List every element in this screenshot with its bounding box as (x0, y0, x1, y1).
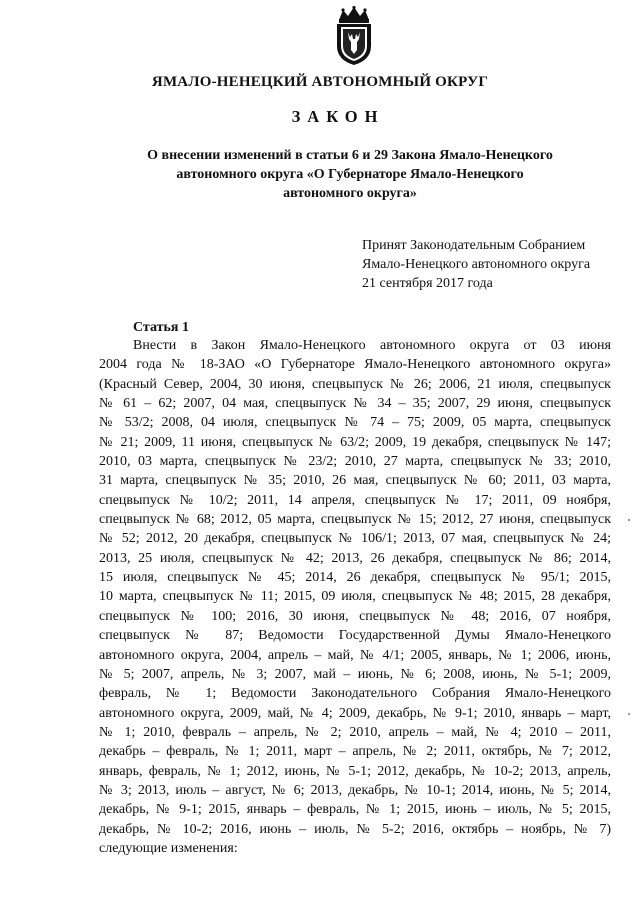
article-line: 31 марта, спецвыпуск № 35; 2010, 26 мая, спецвыпуск № 60; 2011, 03 марта, (99, 473, 611, 489)
article-line: автономного округа, 2009, май, № 4; 2009, декабрь, № 9-1; 2010, январь – март, (99, 705, 611, 721)
region-heading: ЯМАЛО-НЕНЕЦКИЙ АВТОНОМНЫЙ ОКРУГ (151, 74, 489, 90)
article-line: январь, февраль, № 1; 2012, июнь, № 5-1; 2012, декабрь, № 10-2; 2013, апрель, (99, 763, 611, 779)
article-line: спецвыпуск № 68; 2012, 05 марта, спецвыпуск № 15; 2012, 27 июня, спецвыпуск (99, 512, 611, 528)
law-subject-line: автономного округа «О Губернаторе Ямало-Ненецкого (176, 167, 524, 182)
article-line: 2004 года № 18-ЗАО «О Губернаторе Ямало-Ненецкого автономного округа» (99, 357, 611, 373)
article-line: декабрь, № 10-2; 2016, июнь – июль, № 5-2; 2016, октябрь – ноябрь, № 7) (99, 821, 611, 837)
coat-of-arms-icon (331, 6, 377, 66)
article-line: декабрь – февраль, № 1; 2011, март – апрель, № 2; 2011, октябрь, № 7; 2012, (99, 744, 611, 760)
adoption-line: Принят Законодательным Собранием (362, 238, 586, 253)
adoption-note (362, 236, 632, 293)
law-subject-line: автономного округа» (283, 186, 417, 201)
article-line: 2010, 03 марта, спецвыпуск № 23/2; 2010, 27 марта, спецвыпуск № 33; 2010, (99, 454, 611, 470)
adoption-date: 21 сентября 2017 года (362, 276, 493, 291)
article-line: (Красный Север, 2004, 30 июня, спецвыпуск № 26; 2006, 21 июля, спецвыпуск (99, 376, 611, 392)
article-line: 15 июля, спецвыпуск № 45; 2014, 26 декабря, спецвыпуск № 95/1; 2015, (99, 570, 611, 586)
article-line: 10 марта, спецвыпуск № 11; 2015, 09 июля, спецвыпуск № 48; 2015, 28 декабря, (99, 589, 611, 605)
document-type-title: ЗАКОН (291, 107, 385, 126)
scan-dot (628, 713, 630, 715)
article-line: следующие изменения: (99, 840, 238, 856)
article-line: Внести в Закон Ямало-Ненецкого автономного округа от 03 июня (133, 338, 611, 353)
article-line: спецвыпуск № 100; 2016, 30 июня, спецвыпуск № 48; 2016, 07 ноября, (99, 608, 611, 624)
article-line: автономного округа, 2004, апрель – май, № 4/1; 2005, январь, № 1; 2006, июнь, (99, 647, 611, 663)
article-line: № 21; 2009, 11 июня, спецвыпуск № 63/2; 2009, 19 декабря, спецвыпуск № 147; (99, 434, 611, 450)
article-line: спецвыпуск № 10/2; 2011, 14 апреля, спецвыпуск № 17; 2011, 09 ноября, (99, 492, 611, 508)
article-line: № 1; 2010, февраль – апрель, № 2; 2010, апрель – май, № 4; 2010 – 2011, (99, 724, 611, 740)
article-line: № 52; 2012, 20 декабря, спецвыпуск № 106/1; 2013, 07 мая, спецвыпуск № 24; (99, 531, 611, 547)
article-line: декабрь, № 9-1; 2015, январь – февраль, № 1; 2015, июнь – июль, № 5; 2015, (99, 802, 611, 818)
article-line: спецвыпуск № 87; Ведомости Государственной Думы Ямало-Ненецкого (99, 628, 611, 644)
article-heading: Статья 1 (133, 320, 189, 335)
article-line: № 3; 2013, июль – август, № 6; 2013, декабрь, № 10-1; 2014, июнь, № 5; 2014, (99, 782, 611, 798)
article-line: № 5; 2007, апрель, № 3; 2007, май – июнь, № 6; 2008, июнь, № 5-1; 2009, (99, 666, 611, 682)
article-body (99, 336, 611, 858)
article-line: февраль, № 1; Ведомости Законодательного Собрания Ямало-Ненецкого (99, 686, 611, 702)
adoption-line: Ямало-Ненецкого автономного округа (362, 257, 591, 272)
scan-dot (628, 519, 630, 521)
article-line: № 61 – 62; 2007, 04 мая, спецвыпуск № 34 – 35; 2007, 29 июня, спецвыпуск (99, 396, 611, 412)
law-subject (110, 146, 590, 203)
article-line: 2013, 25 июля, спецвыпуск № 42; 2013, 26 декабря, спецвыпуск № 86; 2014, (99, 550, 611, 566)
law-subject-line: О внесении изменений в статьи 6 и 29 Закона Ямало-Ненецкого (147, 148, 553, 163)
article-line: № 53/2; 2008, 04 июля, спецвыпуск № 74 – 75; 2009, 05 марта, спецвыпуск (99, 415, 611, 431)
